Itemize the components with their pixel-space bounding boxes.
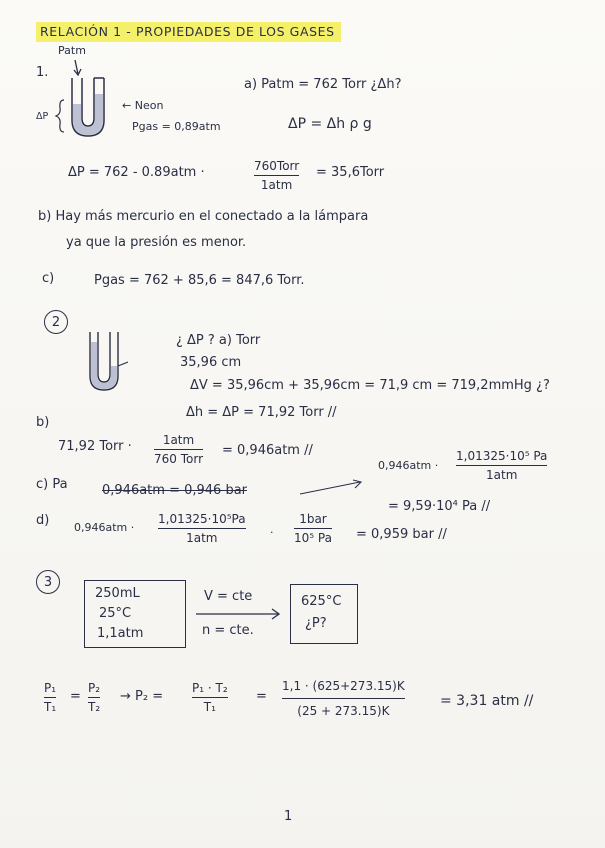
p2-d-fraction2 [294,513,332,544]
p2-d-num2: 1bar [299,512,327,526]
gay-lussac-right: P₂ T₂ [88,681,101,714]
p2-c-struck: 0,946atm = 0,946 bar [102,483,248,498]
p2-d-result: = 0,959 bar // [356,527,447,542]
p1-c-calc: Pgas = 762 + 85,6 = 847,6 Torr. [94,273,305,288]
p1-c-label: c) [42,271,55,286]
p2-b-num: 1atm [162,433,195,447]
gay-lussac-left: P₁ T₁ [44,681,57,714]
p2-dv: ΔV = 35,96cm + 35,96cm = 71,9 cm = 719,2mmHg ¿? [190,378,550,393]
problem-3-number: 3 [36,570,60,594]
p2-b-den: 760 Torr [154,452,204,466]
p1-conversion-fraction [254,160,299,191]
p2-d-left: 0,946atm · [74,521,135,534]
notebook-page: RELACIÓN 1 - PROPIEDADES DE LOS GASES 1. Patm ΔP ← Neon Pgas = 0,89atm a) Patm = 762 Torr ¿Δh? ΔP = Δh ρ g ΔP = 762 - 0.89atm · 760Torr 1atm = 35,6Torr b) Hay más mercurio en el conectado a la lámpara ya que la presión es menor. c) Pgas = 762 + 85,6 = 847,6 Torr. 2 ¿ ΔP ? a) Torr 35,96 cm ΔV = 35,96cm + 35,96cm = 71,9 cm = 719,2mmHg ¿? Δh = ΔP = 71,92 Torr // b) 71,92 Torr · 1atm 760 Torr = 0,946atm // 0,946atm · 1,01325·10⁵ Pa 1atm = 9,59·10⁴ Pa // c) Pa 0,946atm = 0,946 bar d) 0,946atm · 1,01325·10⁵Pa 1atm · 1bar 10⁵ Pa = 0,959 bar // 3 250mL 25°C 1,1atm V = cte n = cte. 625°C ¿P? P₁ T₁ = P₂ T₂ → P₂ = P₁ · T₂ T₁ = 1,1 · (625+273.15)K (25 + 273.15)K = 3,31 atm // 1 [0,0,605,848]
page-title: RELACIÓN 1 - PROPIEDADES DE LOS GASES [36,22,341,42]
problem-2-number: 2 [44,310,68,334]
final-temperature: 625°C [301,594,342,609]
p2-b-label: b) [36,415,50,430]
p2-d-den2: 10⁵ Pa [294,531,332,545]
delta-p-label: ΔP [36,111,49,122]
p2-d-den1: 1atm [186,531,218,545]
problem-1-number: 1. [36,65,49,80]
p1-conv-den: 1atm [260,178,293,192]
final-state-box [290,584,358,644]
p1-conv-num: 760Torr [254,159,300,173]
p2-side-den: 1atm [486,468,518,482]
p2-value1: 35,96 cm [180,355,242,370]
p2-dh: Δh = ΔP = 71,92 Torr // [186,405,337,420]
p2-b-result: = 0,946atm // [222,443,313,458]
p2-b-left: 71,92 Torr · [58,439,132,454]
p1-a-question: a) Patm = 762 Torr ¿Δh? [244,77,402,92]
p2-side-num: 1,01325·10⁵ Pa [456,449,548,463]
p2-d-fraction1 [158,513,246,544]
p1-b-line2: ya que la presión es menor. [66,235,247,250]
p1-calc-result: = 35,6Torr [316,165,385,180]
initial-volume: 250mL [95,586,140,601]
p2-numeric-fraction [282,680,405,717]
manometer-diagram-2 [80,328,150,398]
final-pressure-question: ¿P? [305,616,327,631]
initial-temperature: 25°C [99,606,132,621]
p1-b-line1: b) Hay más mercurio en el conectado a la lámpara [38,209,369,224]
p2-d-label: d) [36,513,50,528]
p2-side-fraction [456,450,547,481]
p2-d-num1: 1,01325·10⁵Pa [158,512,246,526]
volume-constant: V = cte [204,589,253,604]
solve-p2: → P₂ = [120,689,164,704]
p1-dp-formula: ΔP = Δh ρ g [288,116,372,132]
p2-denominator: (25 + 273.15)K [297,704,390,718]
p1-calc-left: ΔP = 762 - 0.89atm · [68,165,205,180]
p2-b-fraction [154,434,203,465]
p2-question: ¿ ΔP ? a) Torr [176,333,261,348]
p2-d-times: · [270,526,274,539]
process-arrow [194,608,284,620]
page-number: 1 [284,809,293,824]
p2-side-result: = 9,59·10⁴ Pa // [388,499,491,514]
p3-result: = 3,31 atm // [440,693,534,709]
patm-label: Patm [58,44,86,57]
moles-constant: n = cte. [202,623,254,638]
arrow-to-side-calc [298,478,368,498]
p2-c-label: c) Pa [36,477,68,492]
initial-pressure: 1,1atm [97,626,144,641]
p2-numerator: 1,1 · (625+273.15)K [282,679,405,693]
p2-expression: P₁ · T₂ T₁ [192,681,228,714]
p2-side-left: 0,946atm · [378,459,439,472]
pgas-label: Pgas = 0,89atm [132,120,221,133]
initial-state-box [84,580,186,648]
neon-label: ← Neon [122,99,164,112]
